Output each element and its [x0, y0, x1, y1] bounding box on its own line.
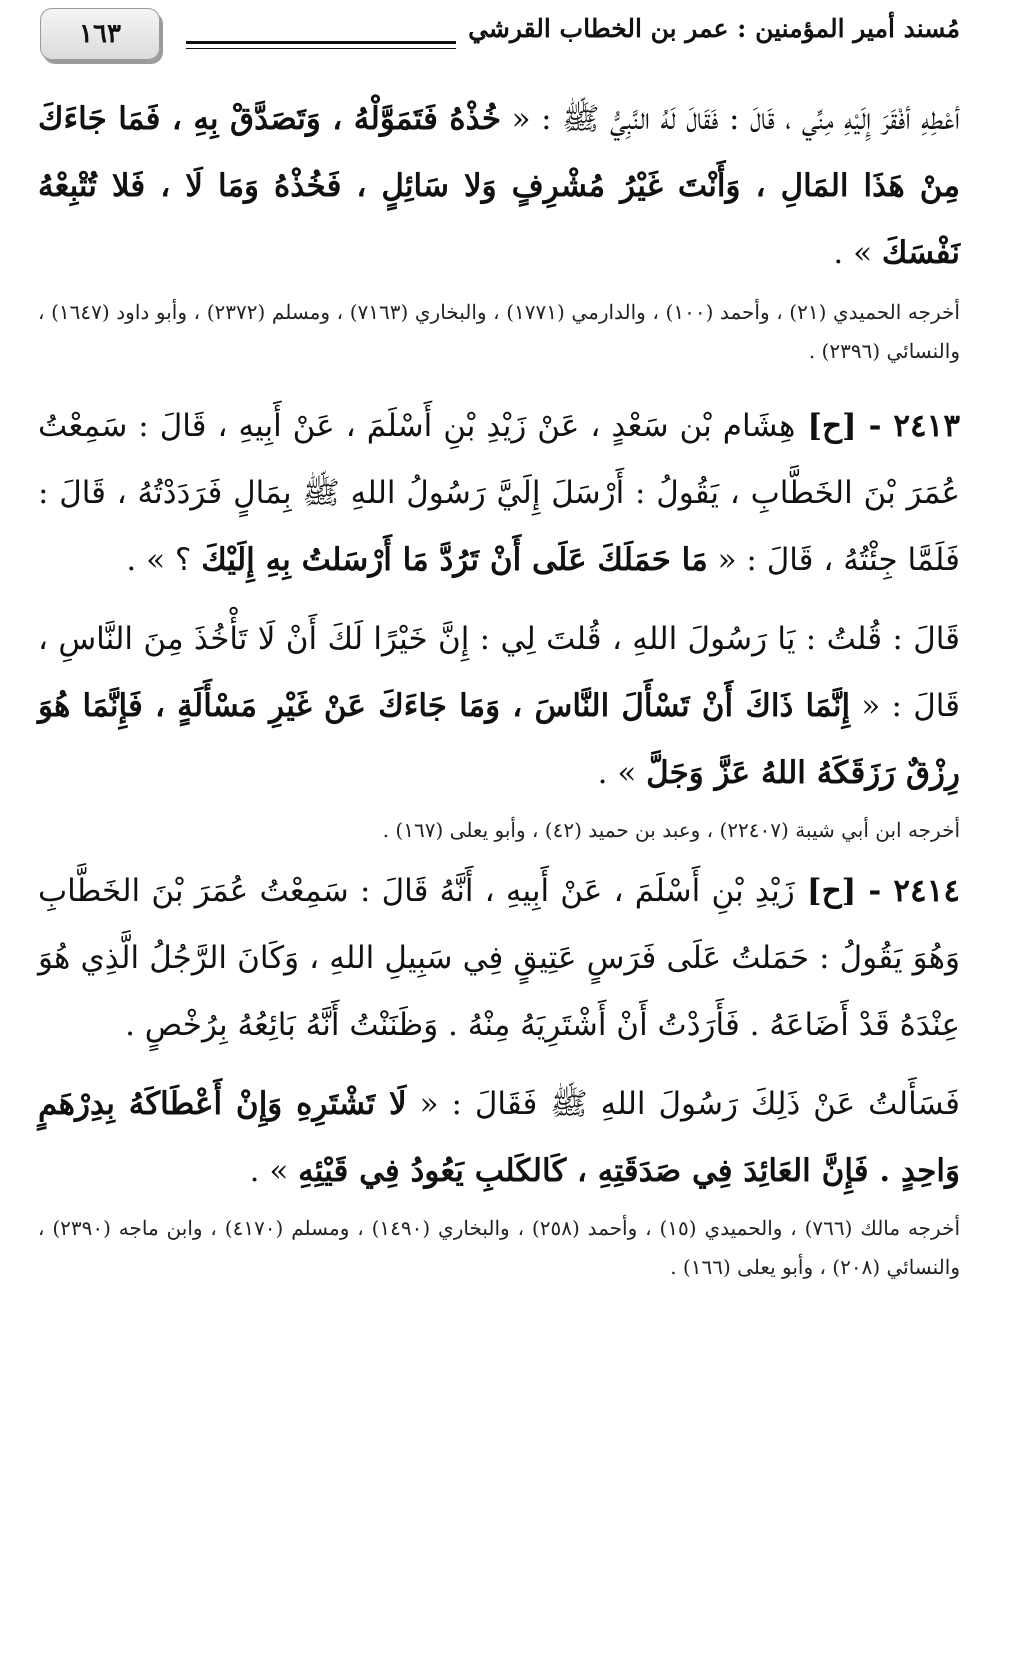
paragraph-text: أعْطِهِ أفْقَرَ إِلَيْهِ مِنِّي ، قَالَ : فَقَالَ لَهُ النَّبِيُّ ﷺ : « — [501, 101, 960, 137]
paragraph-end: » . — [597, 755, 647, 791]
hadith-paragraph — [38, 606, 960, 807]
prophetic-saying: إِنَّمَا ذَاكَ أَنْ تَسْأَلَ النَّاسَ ، وَمَا جَاءَكَ عَنْ غَيْرِ مَسْأَلَةٍ ، فَإِنَّمَا هُوَ رِزْقٌ رَزَقَكَهُ اللهُ عَزَّ وَجَلَّ — [38, 688, 960, 791]
hadith-paragraph — [38, 1071, 960, 1205]
hadith-number: ٢٤١٣ - [ح] — [795, 408, 960, 444]
hadith-2414 — [38, 858, 960, 1059]
running-title: مُسند أمير المؤمنين : عمر بن الخطاب القرشي — [468, 14, 960, 43]
page-number: ١٦٣ — [40, 8, 160, 60]
page-header — [36, 8, 960, 60]
takhrij-note: أخرجه ابن أبي شيبة (٢٢٤٠٧) ، وعبد بن حميد (٤٢) ، وأبو يعلى (١٦٧) . — [382, 818, 960, 842]
hadith-paragraph-continuation — [38, 86, 960, 287]
prophetic-saying: مَا حَمَلَكَ عَلَى أَنْ تَرُدَّ مَا أَرْسَلتُ بِهِ إِلَيْكَ — [201, 542, 708, 578]
paragraph-text: فَسَأَلتُ عَنْ ذَلِكَ رَسُولَ اللهِ ﷺ فَقَالَ : « — [406, 1086, 960, 1122]
paragraph-text: هِشَام بْن سَعْدٍ ، عَنْ زَيْدِ بْنِ أَسْلَمَ ، عَنْ أَبِيهِ ، قَالَ : سَمِعْتُ عُمَرَ بْنَ الخَطَّابِ ، يَقُولُ : أَرْسَلَ إِلَيَّ رَسُولُ اللهِ ﷺ بِمَالٍ فَرَدَدْتُهُ ، قَالَ : فَلَمَّا جِئْتُهُ ، قَالَ : « — [38, 408, 960, 578]
takhrij-note: أخرجه مالك (٧٦٦) ، والحميدي (١٥) ، وأحمد (٢٥٨) ، والبخاري (١٤٩٠) ، ومسلم (٤١٧٠) ، وابن ماجه (٢٣٩٠) ، والنسائي (٢٠٨) ، وأبو يعلى (١٦٦) . — [38, 1216, 961, 1279]
paragraph-end: » . — [249, 1153, 299, 1189]
prophetic-saying: خُذْهُ فَتَمَوَّلْهُ ، وَتَصَدَّقْ بِهِ ، فَمَا جَاءَكَ مِنْ هَذَا المَالِ ، وَأَنْتَ غَيْرُ مُشْرِفٍ وَلا سَائِلٍ ، فَخُذْهُ وَمَا لَا ، فَلا تُتْبِعْهُ نَفْسَكَ — [38, 101, 960, 271]
paragraph-end: » . — [833, 235, 882, 271]
header-rule — [186, 41, 456, 44]
prophetic-saying: لَا تَشْتَرِهِ وَإِنْ أَعْطَاكَهُ بِدِرْهَمٍ وَاحِدٍ . فَإِنَّ العَائِدَ فِي صَدَقَتِهِ ، كَالكَلبِ يَعُودُ فِي قَيْئِهِ — [38, 1086, 960, 1189]
paragraph-end: ؟ » . — [126, 542, 202, 578]
paragraph-text: زَيْدِ بْنِ أَسْلَمَ ، عَنْ أَبِيهِ ، أَنَّهُ قَالَ : سَمِعْتُ عُمَرَ بْنَ الخَطَّابِ وَهُوَ يَقُولُ : حَمَلتُ عَلَى فَرَسٍ عَتِيقٍ فِي سَبِيلِ اللهِ ، وَكَانَ الرَّجُلُ الَّذِي هُوَ عِنْدَهُ قَدْ أَضَاعَهُ . فَأَرَدْتُ أَنْ أَشْتَرِيَهُ مِنْهُ . وَظَنَنْتُ أَنَّهُ بَائِعُهُ بِرُخْصٍ . — [38, 873, 960, 1043]
takhrij-note: أخرجه الحميدي (٢١) ، وأحمد (١٠٠) ، والدارمي (١٧٧١) ، والبخاري (٧١٦٣) ، ومسلم (٢٣٧٢) ، وأبو داود (١٦٤٧) ، والنسائي (٢٣٩٦) . — [38, 300, 960, 363]
hadith-number: ٢٤١٤ - [ح] — [794, 873, 961, 909]
hadith-2413 — [38, 393, 960, 594]
header-rule-thin — [186, 48, 456, 49]
paragraph-text: قَالَ : قُلتُ : يَا رَسُولَ اللهِ ، قُلتَ لِي : إِنَّ خَيْرًا لَكَ أَنْ لَا تَأْخُذَ مِنَ النَّاسِ ، قَالَ : « — [38, 621, 960, 724]
page-body — [38, 86, 960, 1287]
